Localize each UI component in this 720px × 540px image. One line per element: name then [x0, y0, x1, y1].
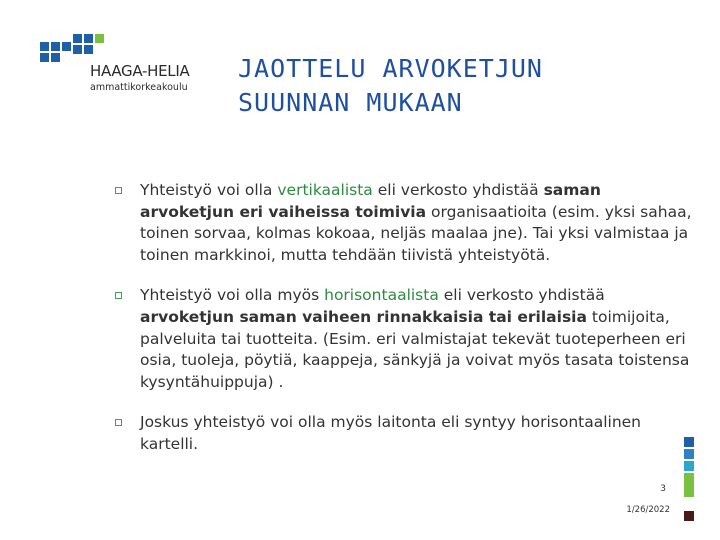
color-block	[684, 449, 694, 459]
decorative-color-bar	[684, 437, 694, 523]
bullet-square-icon	[115, 419, 122, 426]
color-block	[684, 511, 694, 521]
bullet-text: eli verkosto yhdistää	[372, 181, 544, 199]
slide-content	[112, 180, 692, 475]
bullet-text: Yhteistyö voi olla	[140, 181, 278, 199]
logo-name: HAAGA-HELIA	[90, 62, 190, 80]
bullet-square-icon	[115, 292, 122, 299]
bold-phrase: saman arvoketjun eri vaiheissa toimivia	[140, 181, 601, 221]
slide-title	[238, 52, 698, 120]
bold-phrase: arvoketjun saman vaiheen rinnakkaisia tai erilaisia	[140, 307, 587, 326]
bullet-cartel	[112, 412, 692, 455]
slide-date: 1/26/2022	[626, 505, 670, 515]
color-block	[684, 461, 694, 471]
bullet-text: Yhteistyö voi olla myös	[140, 286, 325, 305]
bullet-text: toimijoita, palveluita tai tuotteita. (Esim. eri valmistajat tekevät tuoteperheen eri osia, tuoleja, pöytiä, kaappeja, sänkyjä ja voivat myös tasata toistensa kysyntähuippuja) .	[140, 307, 690, 391]
bullet-horizontal	[112, 285, 692, 393]
bullet-text: Joskus yhteistyö voi olla myös laitonta eli syntyy horisontaalinen kartelli.	[140, 413, 642, 453]
slide-title-line1: JAOTTELU ARVOKETJUN	[238, 54, 543, 83]
highlight-term: vertikaalista	[277, 181, 373, 199]
page-number: 3	[660, 484, 666, 494]
logo-subtitle: ammattikorkeakoulu	[90, 82, 188, 93]
bullet-vertical	[112, 180, 692, 266]
color-block	[684, 473, 694, 497]
slide-title-line2: SUUNNAN MUKAAN	[238, 88, 463, 117]
haaga-helia-logo	[40, 34, 210, 104]
bullet-text: organisaatioita (esim. yksi sahaa, toinen sorvaa, kolmas kokoaa, neljäs maalaa jne). Tai yksi valmistaa ja toinen markkinoi, mutta tehdään tiivistä yhteistyötä.	[140, 202, 692, 264]
color-block	[684, 437, 694, 447]
highlight-term: horisontaalista	[324, 286, 439, 305]
bullet-square-icon	[115, 187, 122, 194]
bullet-text: eli verkosto yhdistää	[438, 286, 605, 305]
